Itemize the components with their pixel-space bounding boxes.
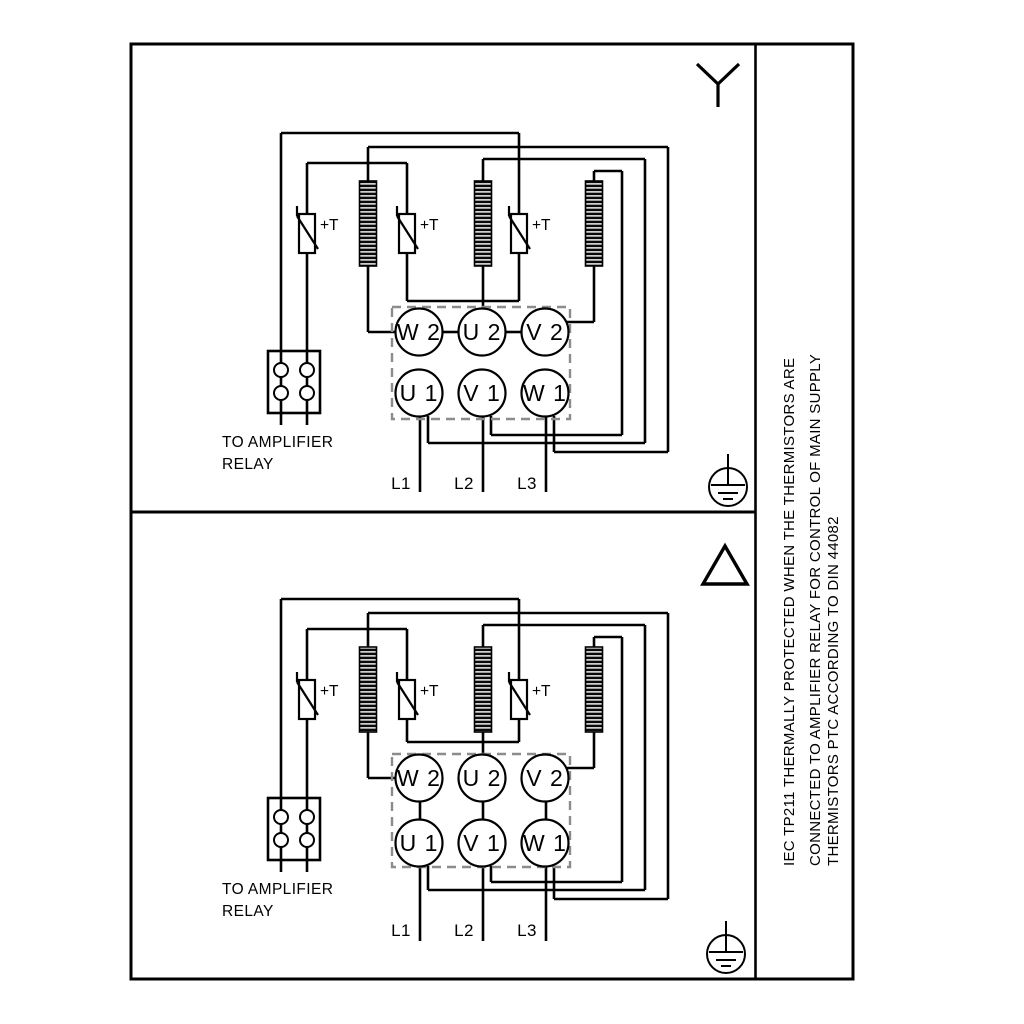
terminal-label: V 2	[526, 319, 564, 345]
thermistor-icon	[297, 206, 318, 253]
terminal-label: W 2	[397, 765, 441, 791]
side-note	[781, 354, 842, 866]
relay-contact	[274, 386, 288, 400]
terminal-label: U 2	[462, 765, 502, 791]
winding-coil-icon	[360, 181, 377, 266]
phase-label: L2	[454, 921, 474, 940]
terminal-label: W 1	[523, 830, 567, 856]
thermistor-label: +T	[532, 683, 551, 700]
relay-caption: TO AMPLIFIER	[222, 434, 334, 451]
terminal-label: U 1	[399, 380, 439, 406]
winding-coil-icon	[475, 647, 492, 732]
terminal-label: W 1	[523, 380, 567, 406]
thermistor-icon	[397, 206, 418, 253]
thermistor-label: +T	[532, 217, 551, 234]
winding-coil-icon	[360, 647, 377, 732]
terminal-label: U 2	[462, 319, 502, 345]
relay-caption: RELAY	[222, 456, 274, 473]
thermistor-label: +T	[420, 217, 439, 234]
side-note-line: CONNECTED TO AMPLIFIER RELAY FOR CONTROL OF MAIN SUPPLY	[807, 353, 824, 866]
wire	[697, 64, 718, 84]
relay-contact	[274, 833, 288, 847]
relay-contact	[274, 810, 288, 824]
relay-contact	[300, 363, 314, 377]
thermistor-icon	[297, 672, 318, 719]
wire	[718, 64, 739, 84]
relay-contact	[300, 833, 314, 847]
terminal-label: V 1	[463, 830, 501, 856]
terminal-label: V 1	[463, 380, 501, 406]
ground-icon	[707, 921, 745, 973]
winding-coil-icon	[586, 181, 603, 266]
terminal-label: U 1	[399, 830, 439, 856]
phase-label: L1	[391, 921, 411, 940]
terminal-label: V 2	[526, 765, 564, 791]
phase-label: L3	[517, 921, 537, 940]
relay-caption: TO AMPLIFIER	[222, 881, 334, 898]
amplifier-relay-box	[268, 351, 320, 413]
delta-icon	[703, 546, 747, 584]
thermistor-icon	[509, 206, 530, 253]
ground-icon	[709, 454, 747, 506]
thermistor-label: +T	[320, 683, 339, 700]
thermistor-icon	[397, 672, 418, 719]
side-note-line: THERMISTORS PTC ACCORDING TO DIN 44082	[825, 516, 842, 866]
star-panel	[222, 64, 747, 506]
amplifier-relay-box	[268, 798, 320, 860]
star-icon	[697, 64, 739, 107]
winding-coil-icon	[475, 181, 492, 266]
phase-label: L1	[391, 474, 411, 493]
side-note-line: IEC TP211 THERMALLY PROTECTED WHEN THE THERMISTORS ARE	[781, 357, 798, 866]
relay-contact	[300, 810, 314, 824]
delta-panel	[222, 546, 747, 973]
phase-label: L2	[454, 474, 474, 493]
terminal-label: W 2	[397, 319, 441, 345]
thermistor-label: +T	[320, 217, 339, 234]
relay-caption: RELAY	[222, 903, 274, 920]
relay-contact	[274, 363, 288, 377]
relay-contact	[300, 386, 314, 400]
winding-coil-icon	[586, 647, 603, 732]
phase-label: L3	[517, 474, 537, 493]
thermistor-icon	[509, 672, 530, 719]
thermistor-label: +T	[420, 683, 439, 700]
